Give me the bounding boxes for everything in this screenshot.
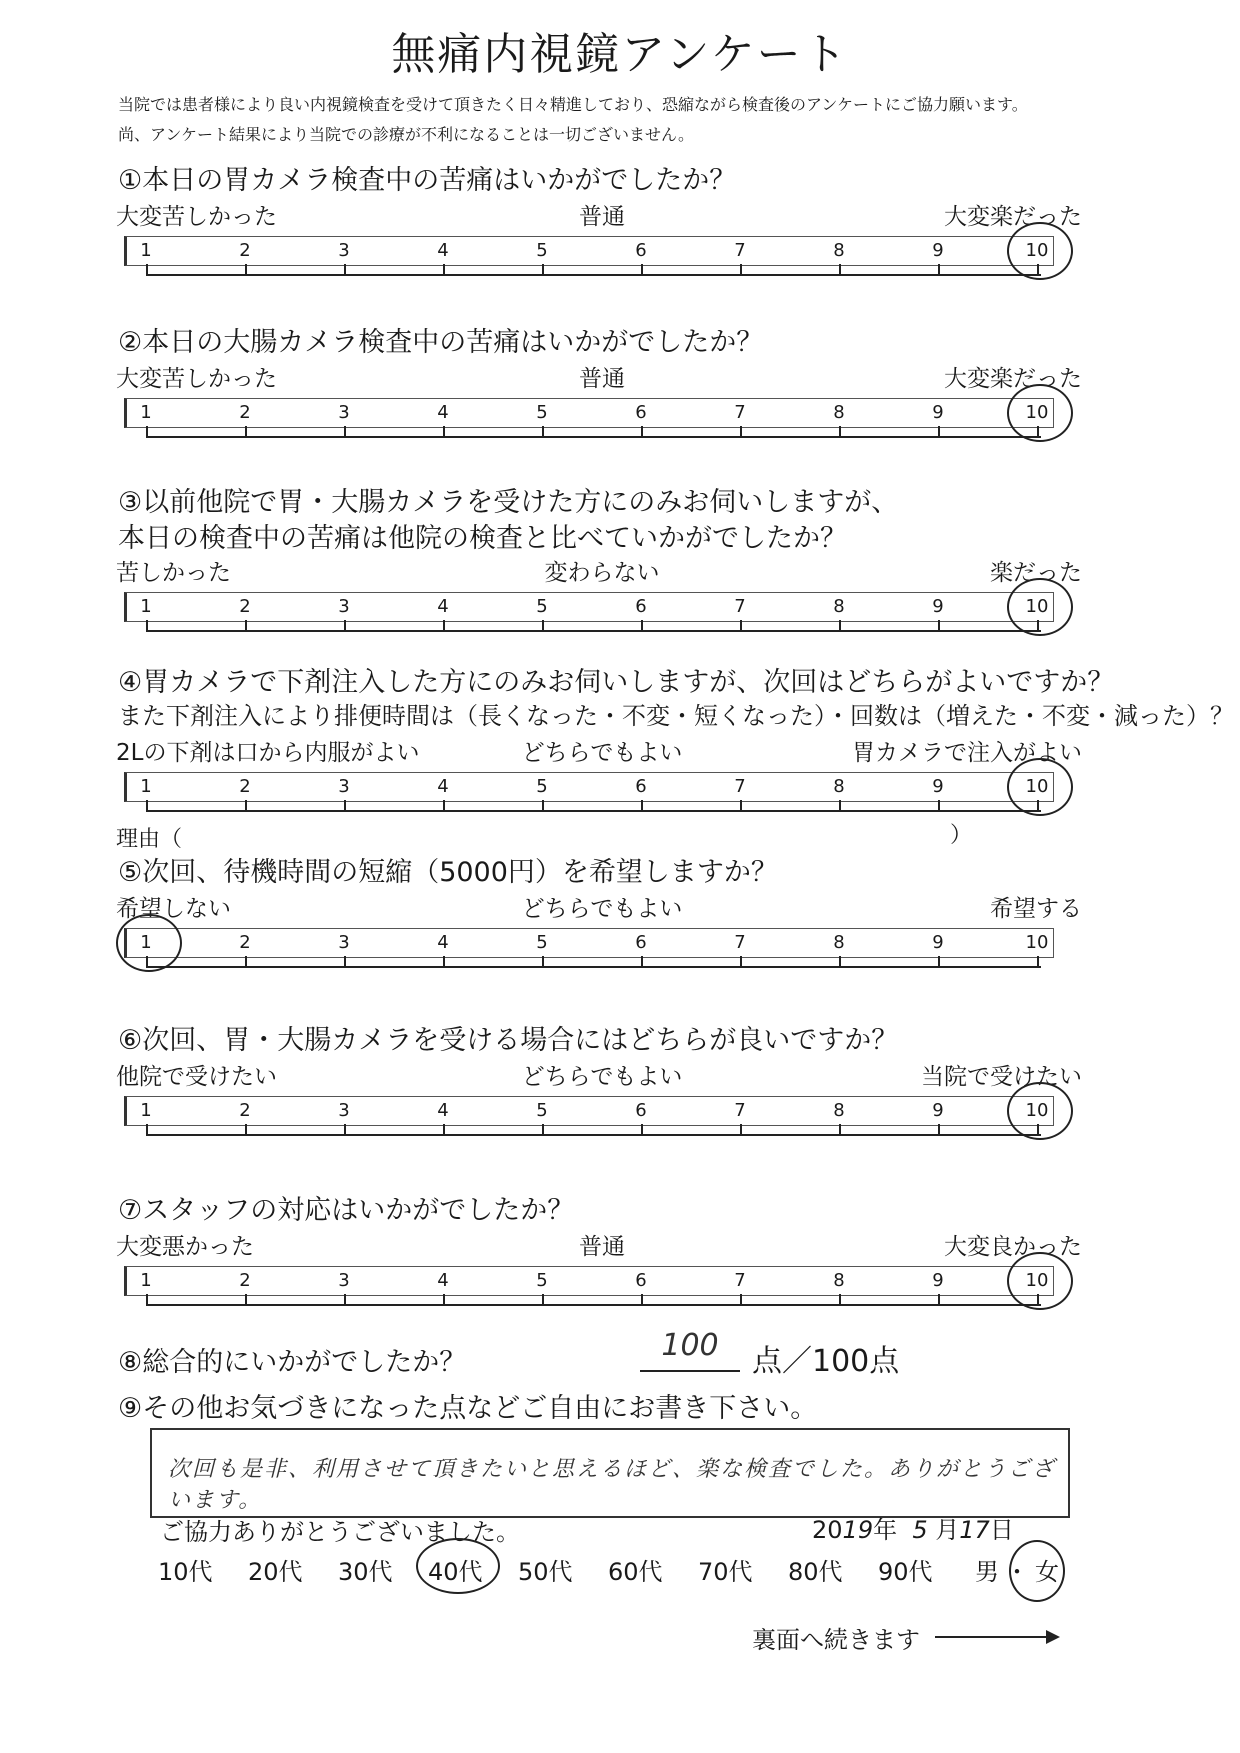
q8-score-underline xyxy=(640,1370,740,1372)
q7-option-9[interactable]: 9 xyxy=(932,1270,944,1291)
q2-tick xyxy=(344,426,346,437)
q1-option-10[interactable]: 10 xyxy=(1025,240,1049,261)
q1-left-label: 大変苦しかった xyxy=(116,204,277,230)
q7-option-7[interactable]: 7 xyxy=(734,1270,746,1291)
q3-tick xyxy=(443,620,445,631)
q6-option-6[interactable]: 6 xyxy=(635,1100,647,1121)
thanks-text: ご協力ありがとうございました。 xyxy=(160,1518,520,1546)
q4-option-1[interactable]: 1 xyxy=(140,776,152,797)
q5-option-2[interactable]: 2 xyxy=(239,932,251,953)
q5-selected-circle xyxy=(116,914,182,972)
age-option-60代[interactable]: 60代 xyxy=(608,1558,663,1586)
q7-option-4[interactable]: 4 xyxy=(437,1270,449,1291)
q2-option-3[interactable]: 3 xyxy=(338,402,350,423)
q4-tick xyxy=(740,800,742,811)
q2-tick xyxy=(641,426,643,437)
q5-tick xyxy=(938,956,940,967)
q3-selected-circle xyxy=(1007,578,1073,636)
q3-option-10[interactable]: 10 xyxy=(1025,596,1049,617)
continue-text: 裏面へ続きます xyxy=(752,1626,920,1654)
q6-scale-axis xyxy=(146,1134,1041,1136)
q3-tick xyxy=(344,620,346,631)
q2-right-label: 大変楽だった xyxy=(944,366,1082,392)
q6-option-8[interactable]: 8 xyxy=(833,1100,845,1121)
date-year[interactable]: 19 xyxy=(842,1516,874,1544)
q1-tick xyxy=(740,264,742,275)
q1-tick xyxy=(839,264,841,275)
q4-tick xyxy=(542,800,544,811)
q2-text: ②本日の大腸カメラ検査中の苦痛はいかがでしたか？ xyxy=(118,327,764,358)
continue-arrow-line xyxy=(935,1636,1050,1638)
q4-option-6[interactable]: 6 xyxy=(635,776,647,797)
q5-tick xyxy=(344,956,346,967)
q1-tick xyxy=(641,264,643,275)
q1-tick xyxy=(146,264,148,275)
q7-option-8[interactable]: 8 xyxy=(833,1270,845,1291)
q6-left-label: 他院で受けたい xyxy=(116,1064,277,1090)
q2-option-4[interactable]: 4 xyxy=(437,402,449,423)
q4-text-line-2: また下剤注入により排便時間は（長くなった・不変・短くなった）・回数は（増えた・不変・減った）？ xyxy=(118,702,1234,730)
intro-line-2: 尚、アンケート結果により当院での診療が不利になることは一切ございません。 xyxy=(118,125,695,144)
q2-option-9[interactable]: 9 xyxy=(932,402,944,423)
q4-option-4[interactable]: 4 xyxy=(437,776,449,797)
q1-tick xyxy=(938,264,940,275)
q3-option-2[interactable]: 2 xyxy=(239,596,251,617)
q7-tick xyxy=(146,1294,148,1305)
q3-option-5[interactable]: 5 xyxy=(536,596,548,617)
q4-reason-label: 理由（ xyxy=(116,827,183,852)
q6-option-1[interactable]: 1 xyxy=(140,1100,152,1121)
q2-tick xyxy=(146,426,148,437)
q3-tick xyxy=(542,620,544,631)
q1-tick xyxy=(443,264,445,275)
q5-option-6[interactable]: 6 xyxy=(635,932,647,953)
q3-text-line-2: 本日の検査中の苦痛は他院の検査と比べていかがでしたか？ xyxy=(118,523,847,554)
q5-tick xyxy=(1037,956,1039,967)
q1-option-6[interactable]: 6 xyxy=(635,240,647,261)
q7-tick xyxy=(740,1294,742,1305)
q2-tick xyxy=(245,426,247,437)
q2-left-label: 大変苦しかった xyxy=(116,366,277,392)
q5-option-8[interactable]: 8 xyxy=(833,932,845,953)
q5-tick xyxy=(443,956,445,967)
q6-tick xyxy=(443,1124,445,1135)
q3-tick xyxy=(740,620,742,631)
q4-tick xyxy=(938,800,940,811)
q4-tick xyxy=(245,800,247,811)
date xyxy=(812,1510,1014,1545)
q3-text: ③以前他院で胃・大腸カメラを受けた方にのみお伺いしますが、 xyxy=(118,487,899,518)
gender-separator: ・ xyxy=(1005,1558,1029,1586)
q4-selected-circle xyxy=(1007,758,1073,816)
q1-option-1[interactable]: 1 xyxy=(140,240,152,261)
q1-option-4[interactable]: 4 xyxy=(437,240,449,261)
q8-suffix: 点／100点 xyxy=(752,1344,900,1379)
q5-option-7[interactable]: 7 xyxy=(734,932,746,953)
q6-option-2[interactable]: 2 xyxy=(239,1100,251,1121)
q1-tick xyxy=(542,264,544,275)
q5-option-5[interactable]: 5 xyxy=(536,932,548,953)
q7-mid-label: 普通 xyxy=(579,1234,625,1260)
q5-tick xyxy=(740,956,742,967)
gender-female[interactable]: 女 xyxy=(1035,1558,1059,1586)
q5-option-9[interactable]: 9 xyxy=(932,932,944,953)
q4-tick xyxy=(839,800,841,811)
q1-selected-circle xyxy=(1007,222,1073,280)
q7-option-2[interactable]: 2 xyxy=(239,1270,251,1291)
date-month[interactable]: 5 xyxy=(912,1516,928,1544)
q2-selected-circle xyxy=(1007,384,1073,442)
q4-mid-label: どちらでもよい xyxy=(521,740,683,766)
q5-scale-axis xyxy=(146,966,1041,968)
q6-option-4[interactable]: 4 xyxy=(437,1100,449,1121)
q6-tick xyxy=(245,1124,247,1135)
q5-tick xyxy=(839,956,841,967)
q3-option-6[interactable]: 6 xyxy=(635,596,647,617)
q1-tick xyxy=(344,264,346,275)
q3-option-7[interactable]: 7 xyxy=(734,596,746,617)
q6-tick xyxy=(641,1124,643,1135)
q4-scale-axis xyxy=(146,810,1041,812)
age-option-80代[interactable]: 80代 xyxy=(788,1558,843,1586)
q4-option-3[interactable]: 3 xyxy=(338,776,350,797)
q1-tick xyxy=(245,264,247,275)
q4-tick xyxy=(443,800,445,811)
q8-text: ⑧総合的にいかがでしたか？ xyxy=(118,1347,467,1378)
q2-option-1[interactable]: 1 xyxy=(140,402,152,423)
q6-option-10[interactable]: 10 xyxy=(1025,1100,1049,1121)
q8-score[interactable]: 100 xyxy=(661,1328,719,1363)
q9-text: ⑨その他お気づきになった点などご自由にお書き下さい。 xyxy=(118,1393,818,1424)
q3-right-label: 楽だった xyxy=(990,560,1082,586)
gender-male[interactable]: 男 xyxy=(975,1558,999,1586)
q6-right-label: 当院で受けたい xyxy=(921,1064,1082,1090)
q5-mid-label: どちらでもよい xyxy=(521,896,683,922)
gender-selected-circle xyxy=(1009,1540,1065,1602)
q7-option-1[interactable]: 1 xyxy=(140,1270,152,1291)
q5-option-1[interactable]: 1 xyxy=(140,932,152,953)
q6-option-7[interactable]: 7 xyxy=(734,1100,746,1121)
age-selected-circle xyxy=(416,1538,500,1594)
q1-option-8[interactable]: 8 xyxy=(833,240,845,261)
q3-tick xyxy=(938,620,940,631)
age-option-20代[interactable]: 20代 xyxy=(248,1558,303,1586)
q7-tick xyxy=(344,1294,346,1305)
q3-tick xyxy=(839,620,841,631)
q6-tick xyxy=(542,1124,544,1135)
date-day-label: 日 xyxy=(989,1516,1014,1544)
q1-option-3[interactable]: 3 xyxy=(338,240,350,261)
q3-option-3[interactable]: 3 xyxy=(338,596,350,617)
q4-right-label: 胃カメラで注入がよい xyxy=(852,740,1082,766)
q6-selected-circle xyxy=(1007,1082,1073,1140)
q2-option-5[interactable]: 5 xyxy=(536,402,548,423)
q2-tick xyxy=(740,426,742,437)
q5-left-label: 希望しない xyxy=(116,896,231,922)
q2-tick xyxy=(443,426,445,437)
q4-option-7[interactable]: 7 xyxy=(734,776,746,797)
q6-option-9[interactable]: 9 xyxy=(932,1100,944,1121)
age-option-40代[interactable]: 40代 xyxy=(428,1558,483,1586)
q1-option-9[interactable]: 9 xyxy=(932,240,944,261)
q7-tick xyxy=(938,1294,940,1305)
q1-option-7[interactable]: 7 xyxy=(734,240,746,261)
q4-option-5[interactable]: 5 xyxy=(536,776,548,797)
age-option-90代[interactable]: 90代 xyxy=(878,1558,933,1586)
intro-line-1: 当院では患者様により良い内視鏡検査を受けて頂きたく日々精進しており、恐縮ながら検査後のアンケートにご協力願います。 xyxy=(118,95,1028,114)
q5-tick xyxy=(245,956,247,967)
q3-option-8[interactable]: 8 xyxy=(833,596,845,617)
q7-tick xyxy=(542,1294,544,1305)
age-option-50代[interactable]: 50代 xyxy=(518,1558,573,1586)
q2-option-8[interactable]: 8 xyxy=(833,402,845,423)
q6-tick xyxy=(938,1124,940,1135)
q1-option-5[interactable]: 5 xyxy=(536,240,548,261)
q1-scale-axis xyxy=(146,274,1041,276)
q3-left-label: 苦しかった xyxy=(116,560,231,586)
q6-option-5[interactable]: 5 xyxy=(536,1100,548,1121)
q5-right-label: 希望する xyxy=(990,896,1082,922)
q7-tick xyxy=(245,1294,247,1305)
page-title: 無痛内視鏡アンケート xyxy=(391,29,849,80)
q7-option-10[interactable]: 10 xyxy=(1025,1270,1049,1291)
q3-option-9[interactable]: 9 xyxy=(932,596,944,617)
date-day[interactable]: 17 xyxy=(959,1516,990,1544)
q4-option-10[interactable]: 10 xyxy=(1025,776,1049,797)
q6-option-3[interactable]: 3 xyxy=(338,1100,350,1121)
comment-box[interactable] xyxy=(150,1428,1070,1518)
q3-tick xyxy=(245,620,247,631)
q3-option-1[interactable]: 1 xyxy=(140,596,152,617)
q4-tick xyxy=(146,800,148,811)
q6-tick xyxy=(344,1124,346,1135)
age-option-30代[interactable]: 30代 xyxy=(338,1558,393,1586)
q7-tick xyxy=(443,1294,445,1305)
continue-arrow-icon xyxy=(1046,1630,1060,1644)
q2-mid-label: 普通 xyxy=(579,366,625,392)
q6-tick xyxy=(146,1124,148,1135)
q4-option-9[interactable]: 9 xyxy=(932,776,944,797)
date-year-prefix: 20 xyxy=(812,1516,843,1544)
q5-option-10[interactable]: 10 xyxy=(1025,932,1049,953)
q5-option-3[interactable]: 3 xyxy=(338,932,350,953)
age-option-70代[interactable]: 70代 xyxy=(698,1558,753,1586)
q7-scale-axis xyxy=(146,1304,1041,1306)
q2-scale-axis xyxy=(146,436,1041,438)
q4-text: ④胃カメラで下剤注入した方にのみお伺いしますが、次回はどちらがよいですか？ xyxy=(118,667,1115,698)
q1-text: ①本日の胃カメラ検査中の苦痛はいかがでしたか？ xyxy=(118,165,737,196)
q7-option-5[interactable]: 5 xyxy=(536,1270,548,1291)
q5-tick xyxy=(641,956,643,967)
q2-option-2[interactable]: 2 xyxy=(239,402,251,423)
q2-option-10[interactable]: 10 xyxy=(1025,402,1049,423)
q4-tick xyxy=(641,800,643,811)
q7-option-6[interactable]: 6 xyxy=(635,1270,647,1291)
q7-right-label: 大変良かった xyxy=(944,1234,1082,1260)
q3-tick xyxy=(146,620,148,631)
q7-selected-circle xyxy=(1007,1252,1073,1310)
q3-tick xyxy=(641,620,643,631)
q7-tick xyxy=(641,1294,643,1305)
q3-option-4[interactable]: 4 xyxy=(437,596,449,617)
q2-tick xyxy=(938,426,940,437)
comment-text: 次回も是非、利用させて頂きたいと思えるほど、楽な検査でした。ありがとうございます。 xyxy=(168,1457,1057,1513)
q2-tick xyxy=(542,426,544,437)
q2-option-7[interactable]: 7 xyxy=(734,402,746,423)
q7-left-label: 大変悪かった xyxy=(116,1234,254,1260)
q6-mid-label: どちらでもよい xyxy=(521,1064,683,1090)
q4-option-8[interactable]: 8 xyxy=(833,776,845,797)
age-option-10代[interactable]: 10代 xyxy=(158,1558,213,1586)
q6-tick xyxy=(740,1124,742,1135)
q3-mid-label: 変わらない xyxy=(544,560,660,586)
q2-option-6[interactable]: 6 xyxy=(635,402,647,423)
q7-text: ⑦スタッフの対応はいかがでしたか？ xyxy=(118,1195,575,1226)
date-year-label: 年 xyxy=(873,1516,898,1544)
q4-reason-close: ） xyxy=(950,823,973,848)
q7-tick xyxy=(839,1294,841,1305)
q4-option-2[interactable]: 2 xyxy=(239,776,251,797)
q3-scale-axis xyxy=(146,630,1041,632)
q2-tick xyxy=(839,426,841,437)
q1-right-label: 大変楽だった xyxy=(944,204,1082,230)
date-month-label: 月 xyxy=(935,1516,960,1544)
q5-text: ⑤次回、待機時間の短縮（5000円）を希望しますか？ xyxy=(118,857,778,888)
q4-left-label: 2Lの下剤は口から内服がよい xyxy=(116,740,420,766)
q5-option-4[interactable]: 4 xyxy=(437,932,449,953)
q5-tick xyxy=(542,956,544,967)
q1-mid-label: 普通 xyxy=(579,204,625,230)
q1-option-2[interactable]: 2 xyxy=(239,240,251,261)
q4-tick xyxy=(344,800,346,811)
q7-option-3[interactable]: 3 xyxy=(338,1270,350,1291)
q6-tick xyxy=(839,1124,841,1135)
q6-text: ⑥次回、胃・大腸カメラを受ける場合にはどちらが良いですか？ xyxy=(118,1025,899,1056)
